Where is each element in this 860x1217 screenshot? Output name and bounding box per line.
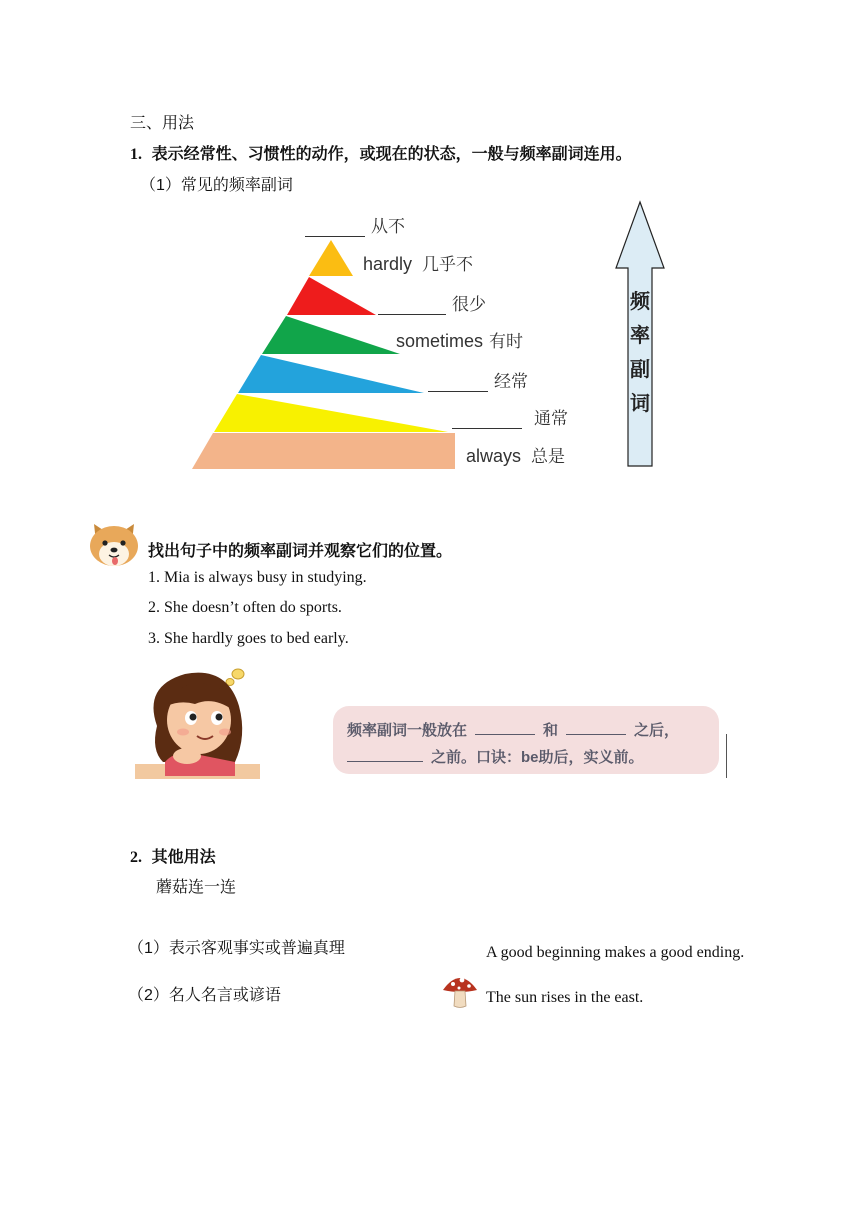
frequency-pyramid	[0, 0, 860, 480]
pyramid-label-usually	[452, 404, 568, 429]
dog-face-icon	[86, 518, 142, 570]
arrow-label-char: 频	[630, 289, 650, 313]
example-sentence: 1. Mia is always busy in studying.	[148, 569, 367, 586]
example-sentence: 3. She hardly goes to bed early.	[148, 630, 349, 647]
pyramid-level-hardly	[309, 240, 353, 276]
match-right-item[interactable]: The sun rises in the east.	[486, 989, 644, 1006]
tip-bubble	[333, 706, 719, 774]
arrow-label-char: 率	[630, 323, 650, 347]
adverb-text: sometimes	[396, 331, 484, 351]
tip-line-1	[347, 719, 679, 740]
usage2-heading	[130, 844, 216, 867]
example-sentence: 2. She doesn’t often do sports.	[148, 599, 342, 616]
divider	[726, 734, 727, 778]
meaning-text: 经常	[494, 372, 528, 391]
pyramid-level-seldom	[287, 277, 376, 315]
answer-blank[interactable]	[378, 298, 446, 315]
adverb-text: always	[466, 446, 522, 466]
usage1-number: 1.	[130, 146, 142, 163]
usage2-number: 2.	[130, 849, 142, 866]
meaning-text: 通常	[534, 409, 568, 428]
match-left-item[interactable]: （1）表示客观事实或普遍真理	[128, 940, 345, 957]
pyramid-label-always	[466, 442, 565, 467]
pyramid-level-sometimes	[262, 316, 400, 354]
usage1-subheading: （1）常见的频率副词	[140, 177, 293, 194]
adverb-text: hardly	[363, 254, 413, 274]
tip-text: 和	[543, 722, 559, 739]
pyramid-label-never	[305, 212, 405, 237]
usage2-subheading: 蘑菇连一连	[156, 879, 237, 896]
match-left-item[interactable]: （2）名人名言或谚语	[128, 987, 281, 1004]
arrow-label-char: 副	[630, 357, 650, 381]
arrow-label-char: 词	[630, 391, 650, 415]
pyramid-label-often	[428, 367, 528, 392]
tip-text: 之前。口诀：be助后，实义前。	[431, 749, 644, 766]
pyramid-level-often	[238, 355, 424, 393]
match-right-item[interactable]: A good beginning makes a good ending.	[486, 944, 745, 961]
section-heading: 三、用法	[130, 115, 195, 132]
pyramid-label-hardly	[363, 250, 473, 275]
tip-line-2	[347, 746, 644, 767]
answer-blank[interactable]	[566, 720, 626, 735]
pyramid-level-always	[192, 433, 455, 469]
answer-blank[interactable]	[452, 412, 522, 429]
meaning-text: 几乎不	[422, 255, 474, 274]
mushroom-icon	[440, 972, 480, 1010]
task-instruction: 找出句子中的频率副词并观察它们的位置。	[148, 543, 453, 560]
answer-blank[interactable]	[305, 220, 365, 237]
tip-text: 之后，	[634, 722, 680, 739]
usage2-title: 其他用法	[151, 849, 216, 866]
pyramid-label-sometimes	[396, 327, 523, 352]
meaning-text: 很少	[452, 295, 486, 314]
answer-blank[interactable]	[428, 375, 488, 392]
answer-blank[interactable]	[475, 720, 535, 735]
pyramid-level-usually	[214, 394, 448, 432]
answer-blank[interactable]	[347, 747, 423, 762]
usage1-title: 表示经常性、习惯性的动作，或现在的状态，一般与频率副词连用。	[151, 146, 632, 163]
meaning-text: 总是	[531, 447, 566, 466]
tip-text: 频率副词一般放在	[347, 722, 468, 739]
meaning-text: 从不	[371, 217, 405, 236]
meaning-text: 有时	[489, 332, 524, 351]
thinking-girl-illustration	[135, 666, 265, 781]
pyramid-label-seldom	[378, 290, 486, 315]
